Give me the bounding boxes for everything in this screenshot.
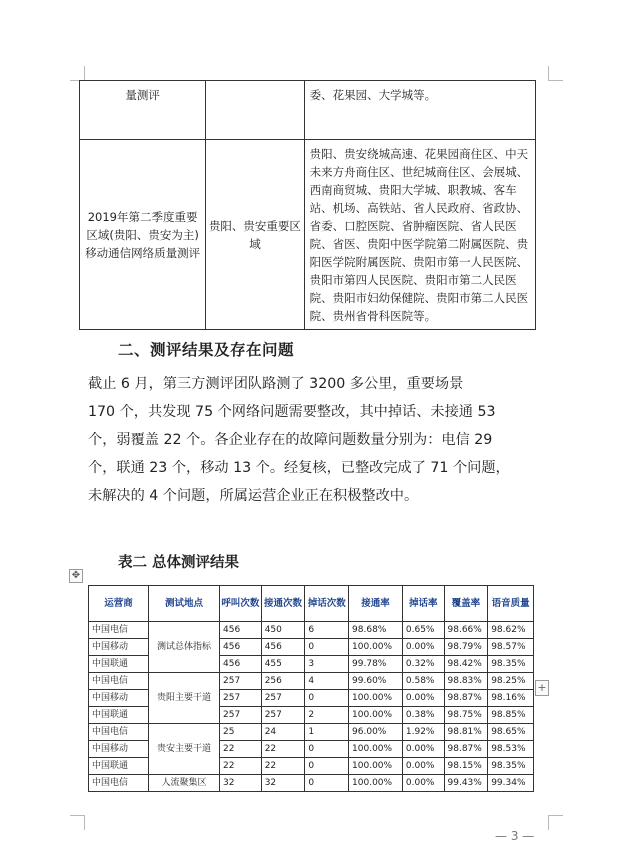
value-cell: 98.53%	[488, 741, 534, 758]
value-cell: 98.81%	[444, 724, 488, 741]
value-cell: 99.34%	[488, 775, 534, 792]
table-row	[80, 140, 536, 330]
column-header: 测试地点	[148, 586, 219, 622]
operator-cell: 中国联通	[89, 758, 149, 775]
table-caption: 表二 总体测评结果	[118, 555, 240, 571]
location-cell: 测试总体指标	[148, 622, 219, 673]
table-header-row	[89, 586, 534, 622]
value-cell: 6	[305, 622, 349, 639]
operator-cell: 中国电信	[89, 622, 149, 639]
value-cell: 0.00%	[402, 741, 444, 758]
column-header: 语音质量	[488, 586, 534, 622]
value-cell: 32	[220, 775, 262, 792]
value-cell: 3	[305, 656, 349, 673]
table-move-handle-icon[interactable]: ✥	[69, 569, 83, 583]
paragraph-line: 个，弱覆盖 22 个。各企业存在的故障问题数量分别为：电信 29	[88, 432, 493, 448]
value-cell: 456	[261, 639, 305, 656]
column-header: 呼叫次数	[220, 586, 262, 622]
column-header: 接通次数	[261, 586, 305, 622]
value-cell: 98.35%	[488, 656, 534, 673]
value-cell: 456	[220, 656, 262, 673]
operator-cell: 中国联通	[89, 707, 149, 724]
table-row	[89, 673, 534, 690]
value-cell: 98.62%	[488, 622, 534, 639]
table-cell: 贵阳、贵安重要区域	[206, 140, 304, 330]
value-cell: 100.00%	[349, 741, 403, 758]
page-corner-mark-bottom-left	[70, 815, 85, 830]
value-cell: 100.00%	[349, 758, 403, 775]
value-cell: 22	[220, 758, 262, 775]
paragraph-line: 个，联通 23 个，移动 13 个。经复核，已整改完成了 71 个问题，	[88, 460, 510, 476]
value-cell: 22	[261, 758, 305, 775]
value-cell: 0.00%	[402, 775, 444, 792]
value-cell: 99.60%	[349, 673, 403, 690]
value-cell: 98.65%	[488, 724, 534, 741]
operator-cell: 中国电信	[89, 775, 149, 792]
operator-cell: 中国移动	[89, 639, 149, 656]
value-cell: 98.15%	[444, 758, 488, 775]
value-cell: 257	[220, 707, 262, 724]
results-table-body	[89, 622, 534, 792]
value-cell: 456	[220, 622, 262, 639]
page-corner-mark-top-right	[548, 66, 563, 81]
value-cell: 455	[261, 656, 305, 673]
table-cell: 量测评	[80, 81, 206, 140]
page-corner-mark-bottom-right	[548, 815, 563, 830]
section-heading: 二、测评结果及存在问题	[118, 341, 295, 359]
location-cell: 人流聚集区	[148, 775, 219, 792]
value-cell: 98.75%	[444, 707, 488, 724]
value-cell: 98.83%	[444, 673, 488, 690]
value-cell: 100.00%	[349, 707, 403, 724]
value-cell: 25	[220, 724, 262, 741]
results-table	[88, 585, 534, 792]
value-cell: 0.00%	[402, 690, 444, 707]
table-cell	[206, 81, 304, 140]
table-cell: 2019年第二季度重要区域(贵阳、贵安为主)移动通信网络质量测评	[80, 140, 206, 330]
operator-cell: 中国联通	[89, 656, 149, 673]
value-cell: 98.16%	[488, 690, 534, 707]
value-cell: 96.00%	[349, 724, 403, 741]
value-cell: 0.58%	[402, 673, 444, 690]
paragraph-line: 170 个，共发现 75 个网络问题需要整改，其中掉话、未接通 53	[88, 404, 496, 420]
value-cell: 32	[261, 775, 305, 792]
value-cell: 0.65%	[402, 622, 444, 639]
value-cell: 256	[261, 673, 305, 690]
location-cell: 贵安主要干道	[148, 724, 219, 775]
value-cell: 100.00%	[349, 639, 403, 656]
value-cell: 1.92%	[402, 724, 444, 741]
value-cell: 22	[220, 741, 262, 758]
value-cell: 2	[305, 707, 349, 724]
column-header: 接通率	[349, 586, 403, 622]
value-cell: 0	[305, 690, 349, 707]
value-cell: 98.57%	[488, 639, 534, 656]
value-cell: 22	[261, 741, 305, 758]
paragraph-line: 未解决的 4 个问题，所属运营企业正在积极整改中。	[88, 488, 419, 504]
value-cell: 99.43%	[444, 775, 488, 792]
value-cell: 0	[305, 775, 349, 792]
value-cell: 456	[220, 639, 262, 656]
value-cell: 450	[261, 622, 305, 639]
value-cell: 98.66%	[444, 622, 488, 639]
value-cell: 257	[220, 673, 262, 690]
table-row	[89, 724, 534, 741]
value-cell: 98.79%	[444, 639, 488, 656]
page-number: — 3 —	[495, 829, 535, 843]
value-cell: 1	[305, 724, 349, 741]
value-cell: 99.78%	[349, 656, 403, 673]
value-cell: 0.00%	[402, 758, 444, 775]
operator-cell: 中国电信	[89, 724, 149, 741]
location-cell: 贵阳主要干道	[148, 673, 219, 724]
value-cell: 98.85%	[488, 707, 534, 724]
page-corner-mark-top-left	[70, 66, 85, 81]
column-header: 掉话率	[402, 586, 444, 622]
value-cell: 0.32%	[402, 656, 444, 673]
value-cell: 257	[261, 707, 305, 724]
table-cell: 贵阳、贵安绕城高速、花果园商住区、中天未来方舟商住区、世纪城商住区、会展城、西南商贸城、贵阳大学城、职教城、客车站、机场、高铁站、省人民政府、省政协、省委、口腔医院、省肿瘤医院、省人民医院、省医、贵阳中医学院第二附属医院、贵阳医学院附属医院、贵阳市第一人民医院、贵阳市第四人民医院、贵阳市第二人民医院、贵阳市妇幼保健院、贵阳市第二人民医院、贵州省骨科医院等。	[304, 140, 535, 330]
value-cell: 4	[305, 673, 349, 690]
value-cell: 0	[305, 639, 349, 656]
value-cell: 98.87%	[444, 690, 488, 707]
value-cell: 100.00%	[349, 775, 403, 792]
operator-cell: 中国移动	[89, 741, 149, 758]
add-column-button[interactable]: +	[535, 680, 549, 696]
value-cell: 98.35%	[488, 758, 534, 775]
table-row	[89, 622, 534, 639]
value-cell: 257	[220, 690, 262, 707]
paragraph-line: 截止 6 月，第三方测评团队路测了 3200 多公里，重要场景	[88, 376, 464, 392]
value-cell: 257	[261, 690, 305, 707]
operator-cell: 中国移动	[89, 690, 149, 707]
value-cell: 98.42%	[444, 656, 488, 673]
table-cell: 委、花果园、大学城等。	[304, 81, 535, 140]
table-row	[80, 81, 536, 140]
column-header: 掉话次数	[305, 586, 349, 622]
column-header: 覆盖率	[444, 586, 488, 622]
column-header: 运营商	[89, 586, 149, 622]
value-cell: 0.38%	[402, 707, 444, 724]
value-cell: 0.00%	[402, 639, 444, 656]
value-cell: 100.00%	[349, 690, 403, 707]
table-row	[89, 775, 534, 792]
value-cell: 0	[305, 741, 349, 758]
value-cell: 98.68%	[349, 622, 403, 639]
operator-cell: 中国电信	[89, 673, 149, 690]
body-paragraph	[88, 370, 550, 510]
value-cell: 98.87%	[444, 741, 488, 758]
value-cell: 98.25%	[488, 673, 534, 690]
value-cell: 0	[305, 758, 349, 775]
value-cell: 24	[261, 724, 305, 741]
evaluation-scope-table	[79, 80, 536, 330]
